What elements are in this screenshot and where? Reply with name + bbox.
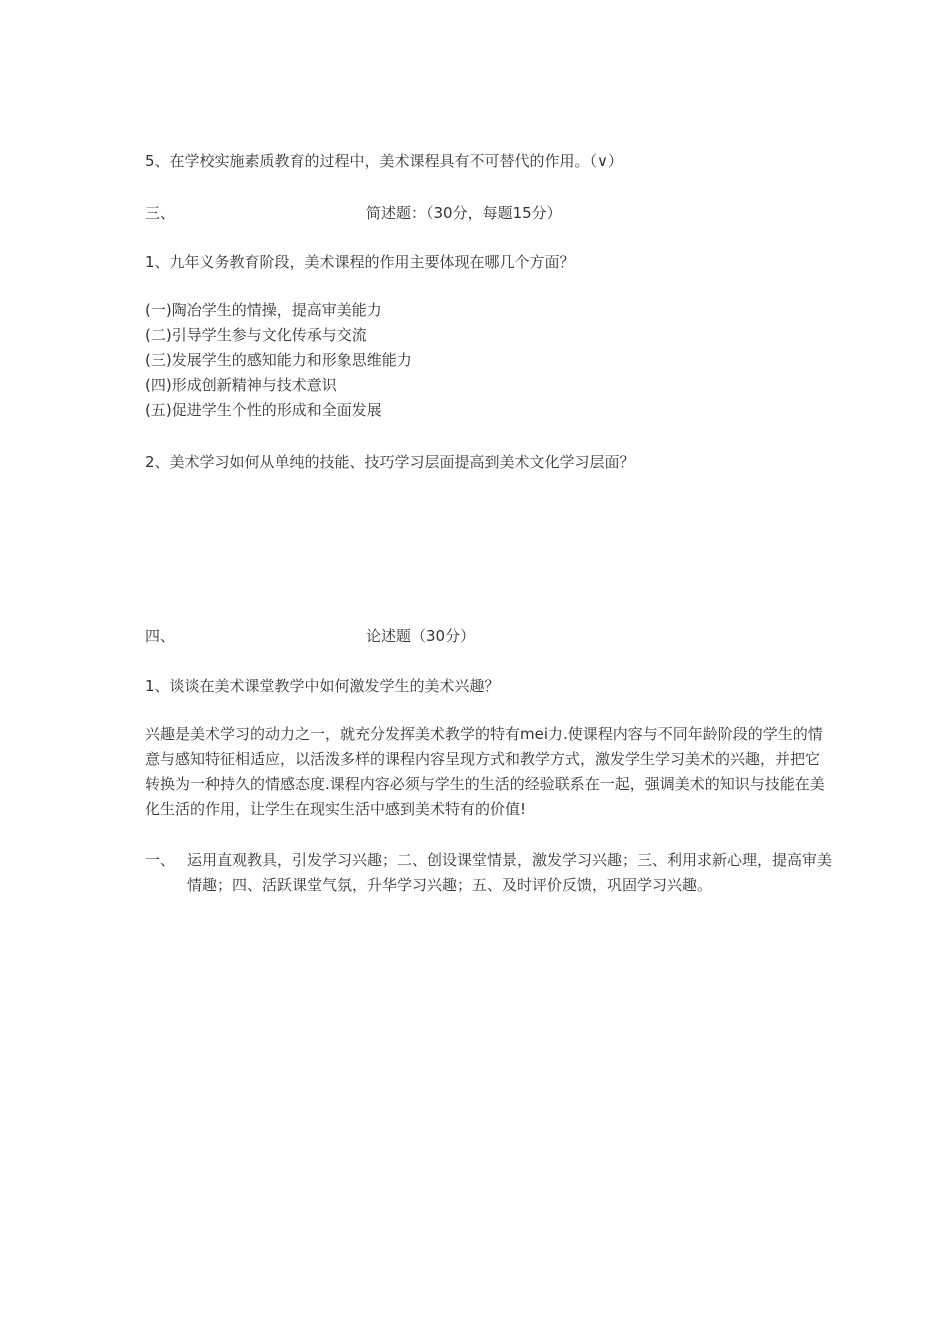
answer-item: (五)促进学生个性的形成和全面发展 bbox=[145, 401, 382, 419]
section-3-title: 简述题：（30分，每题15分） bbox=[366, 204, 562, 222]
essay-answer-list bbox=[145, 848, 835, 898]
section-4-number: 四、 bbox=[145, 627, 176, 645]
section-3-number: 三、 bbox=[145, 204, 176, 222]
answer-item: (四)形成创新精神与技术意识 bbox=[145, 376, 337, 394]
answer-item: (三)发展学生的感知能力和形象思维能力 bbox=[145, 351, 412, 369]
answer-item: (二)引导学生参与文化传承与交流 bbox=[145, 326, 367, 344]
essay-question-1: 1、谈谈在美术课堂教学中如何激发学生的美术兴趣？ bbox=[145, 677, 500, 695]
answer-item: (一)陶冶学生的情操，提高审美能力 bbox=[145, 301, 382, 319]
list-content: 运用直观教具，引发学习兴趣；二、创设课堂情景，激发学习兴趣；三、利用求新心理，提高审美情趣；四、活跃课堂气氛，升华学习兴趣；五、及时评价反馈，巩固学习兴趣。 bbox=[187, 851, 833, 894]
section-4-title: 论述题（30分） bbox=[366, 627, 476, 645]
short-question-2: 2、美术学习如何从单纯的技能、技巧学习层面提高到美术文化学习层面？ bbox=[145, 453, 635, 471]
short-question-1: 1、九年义务教育阶段，美术课程的作用主要体现在哪几个方面？ bbox=[145, 253, 575, 271]
essay-answer-paragraph: 兴趣是美术学习的动力之一，就充分发挥美术教学的特有mei力.使课程内容与不同年龄阶段的学生的情意与感知特征相适应，以活泼多样的课程内容呈现方式和教学方式，激发学生学习美术的兴趣，并把它转换为一种持久的情感态度.课程内容必须与学生的生活的经验联系在一起，强调美术的知识与技能在美化生活的作用，让学生在现实生活中感到美术特有的价值! bbox=[145, 725, 825, 818]
judgement-question-5: 5、在学校实施素质教育的过程中，美术课程具有不可替代的作用。（∨） bbox=[145, 152, 624, 170]
short-question-1-answers bbox=[145, 298, 412, 423]
list-marker: 一、 bbox=[145, 851, 176, 869]
